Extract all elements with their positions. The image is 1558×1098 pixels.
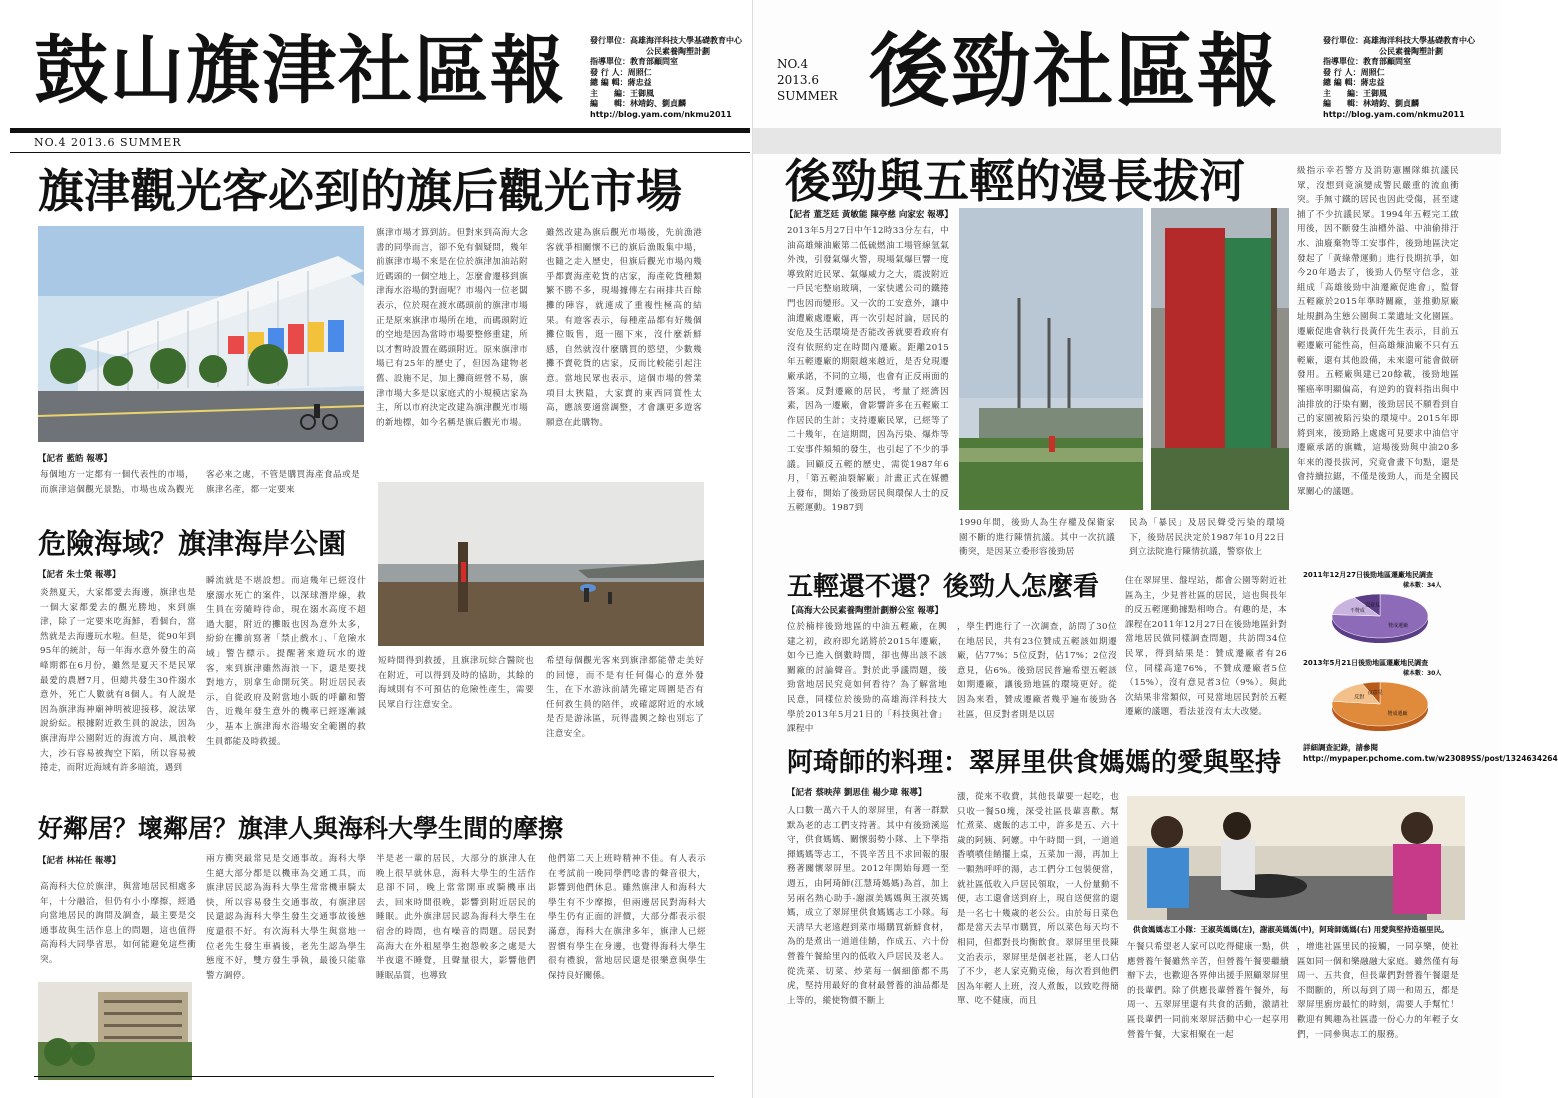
credit-line: 發 行 人：周照仁: [590, 67, 652, 77]
article-body: 位於楠梓後勁地區的中油五輕廠，在興建之初，政府即允諾將於2015年遷廠，如今已進入倒數時間，卻也傳出該不該關廠的討論聲音。對於此爭議問題，後勁當地居民究竟如何看待？為了解當地民意，同樣位於後勁的高雄海洋科技大學於2013年5月21日的「科技與社會」課程中: [787, 622, 947, 735]
article-body: 半是老一輩的居民，大部分的旗津人在晚上很早就休息，海科大學生的生活作息卻不同，晚上常常開車或騎機車出去，回來時間很晚，影響到附近居民的睡眠。此外旗津居民認為海科大學生在宿舍的時間，也有噪音的問題。居民對高海大在外租屋學生抱怨較多之處是大半夜還不睡覺，且聲量很大，影響他們睡眠品質，也導致: [376, 854, 536, 981]
pie-chart-2013: [1325, 676, 1435, 736]
masthead-band: [753, 128, 1501, 154]
article-body: 瞬流就是不堪設想。而這幾年已經沒什麼溺水死亡的案件，以深球潛岸線，救生員在旁隨時待命，現在溺水高度不超過大腿，附近的攤販也因為意外太多，紛紛在攤前寫著「禁止戲水」、「危險水域」警告標示。提醒著來遊玩水的遊客，來到旗津雖然海浪一下，還是要找對地方，別拿生命開玩笑。附近居民表示，自從政府及附當地小販的呼籲和警告，近幾年發生意外的機率已經逐漸減少，基本上旗津海水浴場安全範圍的救生員都能及時救援。: [206, 576, 366, 747]
article-body: 2013年5月27日中午12時33分左右，中油高雄煉油廠第二低硫燃油工場管線氫氣外洩，引發氣爆火警，現場氣爆巨響一度導致附近民眾、氣爆威力之大，震波附近一戶民宅整扇玻璃，一家快遞公司的鐵捲門也因而變形。又一次的工安意外，讓中油遭廠處遷廠，再一次引起討論，居民的安危及生活環境是否能改善就要看政府有沒有依照約定在時間內遷廠。距離2015年五輕遷廠的期限越來越近，是否兌現遷廠承諾，不同的立場，也會有正反兩面的答案。反對遷廠的居民，考量了經濟因素，因為一遷廠，會影響許多在五輕廠工作居民的生計；支持遷廠民眾，已經等了二十幾年，在這期間，因為污染、爆炸等工安事件頻頻的發生，也引起了不少的爭議。回顧反五輕的歷史，需從1987年6月，「第五輕油裂解廠」計畫正式在媒體上發布，開始了後勁居民與環保人士的反五輕運動。1987到: [787, 226, 949, 514]
article-body: 他們第二天上班時精神不佳。有人表示在考試前一晚同學們唸書的聲音很大，影響到他們休息。雖然旗津人和海科大學生有不少摩擦，但兩邊居民對海科大學生仍有正面的評價，大部分都表示很滿意，海科大在旗津多年，旗津人已經習慣有學生在身邊，也覺得海科大學生很有禮貌，當地居民還是很樂意與學生保持良好關係。: [548, 854, 706, 981]
protest-banner-photo: [1151, 208, 1289, 510]
masthead-credits: [1323, 36, 1475, 120]
article-body: 級指示幸若警方及消防憲團隊維抗議民眾，沒想到竟演變成警民嚴重的流血衝突。手無寸鐵的居民也因此受傷，甚至逮捕了不少抗議民眾。1994年五輕完工啟用後，因不斷發生油槽外溢、中油偷排汙水、油廢棄物等工安事件，後勁地區決定發起了「黃綠帶運動」進行長期抗爭，如今20年過去了，後勁人仍堅守信念，並組成「高雄後勁中油遷廠促進會」，監督五輕廠於2015年準時關廠，並推動原廠址規劃為生態公園與工業遺址文化園區。遷廠促進會執行長黃仟先生表示，目前五輕遷廠可能性高，但高雄煉油廠不只有五輕廠，還有其他設備，未來還可能會做研發用。五輕廠與建已20餘載，後勁地區罹癌率明顯偏高，有逆釣的資料指出與中油排放的汙染有關，後勁居民不願看到自己的家園被陷污染的環境中。2015年即將到來，後勁路上處處可見要求中油信守遷廠承諾的旗幟，這場後勁與中油20多年來的漫長拔河，究竟會畫下句點，還是會持續拉鋸，不僅是後勁人，而是全國民眾關心的議題。: [1297, 166, 1459, 498]
article-body: 短時間得到救援，且旗津玩綜合醫院也在附近，可以得到及時的協助，其餘的海域則有不可預估的危險性產生，需要民眾自行注意安全。: [378, 656, 534, 710]
article-headline: 五輕還不還？後勁人怎麼看: [787, 572, 1100, 602]
right-newspaper-page: [752, 0, 1558, 1098]
issue-block: [777, 56, 838, 104]
credit-line: 公民素養陶塑計劃: [1379, 46, 1443, 56]
credit-line: 主 編：王御風: [590, 88, 654, 98]
pie-slice-label: 贊成遷廠: [1387, 711, 1408, 718]
photo-caption: 民為「暴民」及居民聲受污染的環境下，後勁居民決定於1987年10月22日到立法院進行陳情抗議，警察依上: [1129, 518, 1285, 558]
left-newspaper-page: [0, 0, 752, 1098]
article-body: 高海科大位於旗津，與當地居民相處多年，十分融洽，但仍有小小摩擦，經過向當地居民的詢問及調查，最主要是交通事故與生活作息上的問題，這也值得高海科大同學省思，如何能避免這些衝突。: [40, 882, 196, 965]
issue-date: 2013.6: [777, 73, 819, 87]
article-body: 住在翠屏里、盤埕站，都會公園等附近社區為主，少見普社區的居民，這也與長年的反五輕運動據點相吻合。有趣的是，本課程在2011年12月27日在後勁地區針對當地居民做同樣調查問題，共訪問34位民眾，得到結果是：贊成遷廠者有26位，同樣高達76%，不贊成遷廠者5位（15%），沒有意見者3位（9%）。與此次結果非常類似，可見當地居民對於五輕遷廠的議題，看法並沒有太大改變。: [1125, 576, 1287, 718]
chart-title: 2013年5月21日後勁地區遷廠地民調查: [1303, 659, 1429, 667]
pie-slice-label: 不贊成: [1349, 607, 1365, 614]
refinery-photo: [959, 208, 1143, 510]
masthead-title: 後勁社區報: [869, 25, 1279, 118]
survey-note[interactable]: 詳細調查記錄，請參閱 http://mypaper.pchome.com.tw/w23089SS/post/1324634264: [1303, 743, 1558, 763]
pie-slice-label: 沒意見: [1365, 602, 1381, 609]
photo-caption: 供食媽媽志工小隊：王淑英媽媽(左)，謝淑美媽媽(中)，阿琦師媽媽(右) 用愛與堅持造福里民。: [1133, 925, 1449, 934]
byline: 【記者 藍皓 報導】: [38, 454, 112, 464]
issue-line: NO.4 2013.6 SUMMER: [34, 136, 182, 149]
credit-line: 主 編：王御風: [1323, 88, 1387, 98]
pie-slices: [1332, 682, 1428, 731]
article-headline: 危險海域？旗津海岸公園: [38, 527, 347, 560]
pie-chart-2011: [1325, 588, 1435, 648]
chart-subtitle: 樣本數：30人: [1403, 670, 1442, 677]
footer-rule: [34, 1076, 714, 1077]
article-headline: 好鄰居？壞鄰居？旗津人與海科大學生間的摩擦: [38, 814, 564, 843]
masthead-rule: [10, 128, 750, 133]
credit-line: 發行單位：高雄海洋科技大學基礎教育中心: [1323, 36, 1475, 45]
article-body: 漲，從來不收費，其他長輩要一起吃，也只收一餐50塊，深受社區長輩喜歡。幫忙煮菜、處飯的志工中，許多是五、六十歲的阿姨、阿嬤。中午時間一到，一道道香噴噴佳餚擺上桌，五菜加一湯，再加上一顆熱呼呼的湯，志工們分工包裝便當，就社區低收入戶居民領取，一人份量動不便，志工還會送到府上，現自送便當的還是一名七十幾歲的老公公。由於每日菜色都是當天去早市購買，所以菜色每天均不相同，但都對長均衡飲食。翠屏里里長陳文治表示，翠屏里是個老社區，老人口佔了不少，老人家克勤克儉，每次看到他們因為年輕人上班，沒人煮飯，以致吃得簡單、吃不健康，而且: [957, 792, 1119, 1007]
article-body: 午餐只希望老人家可以吃得健康一點，供應營養午餐雖然辛苦，但營養午餐要繼續辦下去，也歡迎各界伸出援手照顧翠屏里的長輩們。除了供應長輩營養午餐外，每周一、五翠屏里還有共食的活動，激請社區長輩們一同前來翠屏活動中心一起享用營養午餐，大家相聚在一起: [1127, 942, 1289, 1040]
credit-link[interactable]: http://blog.yam.com/nkmu2011: [590, 109, 732, 119]
article-body: 希望每個觀光客來到旗津都能帶走美好的回憶，而不是有任何傷心的意外發生，在下水游泳前請先確定周圍是否有任何救生員的陪伴，或確認附近的水域是否是游泳區，玩得盡興之餘也別忘了注意安全。: [546, 656, 704, 739]
article-body: 炎熱夏天，大家都愛去海邊，旗津也是一個大家都愛去的觀光勝地，來到旗津，除了一定要來吃海鮮，看個台，當然就是去海邊玩水啦。但是，從90年到95年的統計，每一年海水意外發生的高峰期都在6月份，雖然是夏天不是民眾最愛的農曆7月，但總共發生30件溺水意外，死亡人數就有8個人。有人說是因為旗津海神廟神明被迎接移，說法眾說紛紜。根據附近救生員的說法，因為旗津海岸公園附近的海流方向、風浪較大，沙石容易被掏空下陷，所以容易被捲走，而附近海域有許多暗流，遇到: [40, 588, 196, 774]
credit-line: 指導單位：教育部顧問室: [590, 57, 678, 66]
credit-line: 指導單位：教育部顧問室: [1323, 57, 1411, 66]
article-body: ，增進社區里民的接觸，一同享樂，使社區如同一個和樂融融大家庭。雖然僅有每周一、五共食，但長輩們對營養午餐還是不間斷的，所以每到了周一和周五，都是翠屏里廚房最忙的時刻，需要人手幫忙！歡迎有興趣為社區盡一份心力的年輕子女們，一同參與志工的服務。: [1297, 942, 1459, 1040]
pie-slice-label: 贊成遷廠: [1388, 622, 1409, 629]
issue-number: NO.4: [777, 57, 809, 71]
issue-rule: [10, 152, 750, 153]
volunteer-moms-photo: [1127, 796, 1465, 920]
credit-line: 總 編 輯：蔣忠益: [590, 78, 652, 87]
masthead-credits: [590, 36, 742, 120]
article-body: 旗津市場才算到訪。但對來到高海大念書的同學而言，卻不免有個疑問，幾年前旗津市場不來是在位於旗津加油站附近碼頭的一個空地上，怎麼會遷移到旗津海水浴場的對面呢？市場內一位老闆表示，位於現在渡水碼頭前的旗津市場正是原來旗津市場所在地，而碼頭附近的空地是因為當時市場要整修重建，所以才暫時設置在碼頭附近。原來旗津市場已有25年的歷史了，但因為建物老舊、設施不足，加上攤商經營不易，旗津市場大多是以家庭式的小規模店家為主，所以市府決定改建為旗津觀光市場的新地標，如今名稱是旗后觀光市場。: [376, 228, 528, 428]
byline: 【記者 董芝廷 黃敏能 陳亭慈 向家宏 報導】: [785, 210, 953, 220]
credit-line: 發 行 人：周照仁: [1323, 67, 1385, 77]
credit-line: 編 輯：林靖鈞、劉貞麟: [590, 99, 686, 108]
pie-slice-label: 反對: [1354, 694, 1365, 701]
credit-link[interactable]: http://blog.yam.com/nkmu2011: [1323, 109, 1465, 119]
byline: 【記者 朱士榮 報導】: [38, 570, 121, 580]
credit-line: 公民素養陶塑計劃: [646, 46, 710, 56]
chart-subtitle: 樣本數：34人: [1403, 582, 1442, 589]
issue-season: SUMMER: [777, 89, 838, 103]
beach-photo: [378, 482, 704, 646]
credit-line: 編 輯：林靖鈞、劉貞麟: [1323, 99, 1419, 108]
masthead-title: 鼓山旗津社區報: [34, 28, 566, 114]
pie-slices: [1332, 594, 1428, 643]
article-body: 兩方衝突最常見是交通事故。海科大學生絕大部分都是以機車為交通工具，而旗津居民認為海科大學生常常機車騎太快，所以容易發生交通事故，有旗津居民還認為海科大學生發生交通事故後態度還很不好。有次海科大學生與當地一位老先生發生車禍後，老先生認為學生態度不好，雙方發生爭執，最後只能靠警方調停。: [206, 854, 366, 981]
photo-caption: 1990年間，後勁人為生存權及保衛家園不斷的進行陳情抗議。其中一次抗議衝突，是因某立委形容後勁居: [959, 518, 1115, 558]
article-headline: 後勁與五輕的漫長拔河: [785, 154, 1245, 208]
article-body: 人口數一萬六千人的翠屏里，有著一群默默為老的志工們支持著。其中有後勁溪巡守，供食媽媽、關懷弱勢小隊、上下學指揮媽媽等志工，不畏辛苦且不求回報的服務著關懷翠屏里。2012年開始每週一至週五，由阿琦師(江慧琦媽媽)為首，加上另兩名熱心助手-謝淑美媽媽與王淑英媽媽，成立了翠屏里供食媽媽志工小隊。每天清早大老遠趕到菜市場購買新鮮食材，為的是煮出一道道佳餚，作成五、六十份營養午餐給里內的低收入戶居民及老人。從洗菜、切菜、炒菜每一個細節都不馬虎，堅持用最好的食材最營養的油品都是上等的，縱使物價不斷上: [787, 806, 949, 1006]
article-headline: 阿琦師的料理：翠屏里供食媽媽的愛與堅持: [787, 748, 1282, 778]
credit-line: 發行單位：高雄海洋科技大學基礎教育中心: [590, 36, 742, 45]
credit-line: 總 編 輯：蔣忠益: [1323, 78, 1385, 87]
chart-title: 2011年12月27日後勁地區遷廠地民調查: [1303, 571, 1433, 579]
article-body: 每個地方一定都有一個代表性的市場，而旗津這個觀光景點，市場也成為觀光客必來之處，不管是購買海產食品或是旗津名產，都一定要來: [40, 470, 360, 495]
byline: 【記者 蔡映萍 劉思佳 楊少瑋 報導】: [787, 788, 927, 798]
article-body: ，學生們進行了一次調查，訪問了30位在地居民，共有23位贊成五輕該如期遷廠，佔77%；5位反對，佔17%；2位沒意見，佔6%。後勁居民普遍希望五輕該如期遷廠，讓後勁地區的環境更好。從因為來看，贊成遷廠者幾乎遍布後勁各社區，但反對者則是以居: [957, 622, 1117, 720]
market-building-photo: [38, 226, 364, 442]
article-body: 雖然改建為旗后觀光市場後，先前漁港客就爭相關懷不已的旗后漁販集中場，也隨之走入歷史，但旗后觀光市場內幾乎都賣海產乾貨的店家，海產乾貨種類繁不勝不多，現場據傳左右兩排共百餘攤的陣容，就連成了重複性極高的結果。有遊客表示，每種產品都有好幾個攤位販售，逛一圈下來，沒什麼新鮮感，自然就沒什麼購買的慾望，少數幾攤不賣乾貨的店家，反而比較能引起注意。當地民眾也表示，這個市場的營業項目太狹隘，大家賣的東西同質性太高，應該要適當調整，才會讓更多遊客願意在此購物。: [546, 228, 702, 428]
pie-slice-label: 沒意見: [1367, 690, 1383, 697]
article-headline: 旗津觀光客必到的旗后觀光市場: [38, 164, 682, 218]
university-building-photo: [38, 982, 192, 1080]
byline: 【記者 林祐任 報導】: [38, 856, 121, 866]
byline: 【高海大公民素養陶塑計劃辦公室 報導】: [787, 606, 943, 616]
